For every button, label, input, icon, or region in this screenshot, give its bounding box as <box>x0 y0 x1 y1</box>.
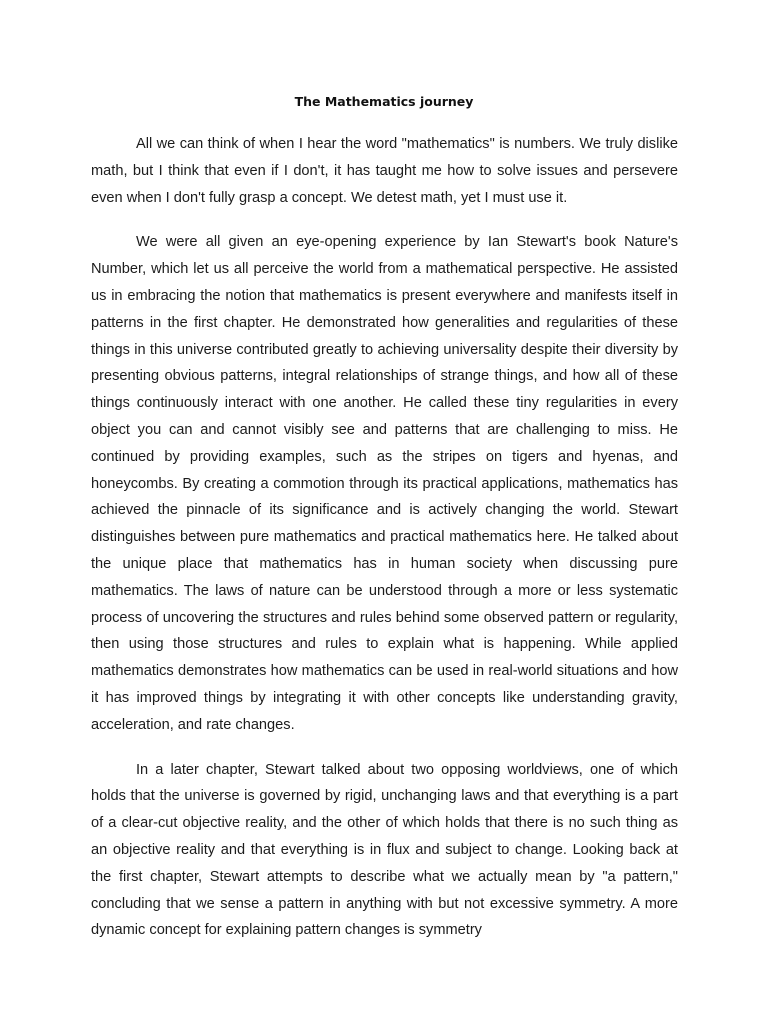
paragraph-intro: All we can think of when I hear the word "mathematics" is numbers. We truly dislike math, but I think that even if I don't, it has taught me how to solve issues and persevere even when I don't fully grasp a concept. We detest math, yet I must use it. <box>91 136 678 206</box>
document-body <box>91 131 678 962</box>
paragraph-natures-numbers: We were all given an eye-opening experience by Ian Stewart's book Nature's Number, which let us all perceive the world from a mathematical perspective. He assisted us in embracing the notion that mathematics is present everywhere and manifests itself in patterns in the first chapter. He demonstrated how generalities and regularities of these things in this universe contributed greatly to achieving universality despite their diversity by presenting obvious patterns, integral relationships of strange things, and how all of these things continuously interact with one another. He called these tiny regularities in every object you can and cannot visibly see and patterns that are challenging to miss. He continued by providing examples, such as the stripes on tigers and hyenas, and honeycombs. By creating a commotion through its practical applications, mathematics has achieved the pinnacle of its significance and is actively changing the world. Stewart distinguishes between pure mathematics and practical mathematics here. He talked about the unique place that mathematics has in human society when discussing pure mathematics. The laws of nature can be understood through a more or less systematic process of uncovering the structures and rules behind some observed pattern or regularity, then using those structures and rules to explain what is happening. While applied mathematics demonstrates how mathematics can be used in real-world situations and how it has improved things by integrating it with other concepts like understanding gravity, acceleration, and rate changes. <box>91 234 678 733</box>
paragraph-worldviews: In a later chapter, Stewart talked about two opposing worldviews, one of which holds that the universe is governed by rigid, unchanging laws and that everything is a part of a clear-cut objective reality, and the other of which holds that there is no such thing as an objective reality and that everything is in flux and subject to change. Looking back at the first chapter, Stewart attempts to describe what we actually mean by "a pattern," concluding that we sense a pattern in anything with but not excessive symmetry. A more dynamic concept for explaining pattern changes is symmetry <box>91 761 678 939</box>
document-title: The Mathematics journey <box>294 94 474 109</box>
